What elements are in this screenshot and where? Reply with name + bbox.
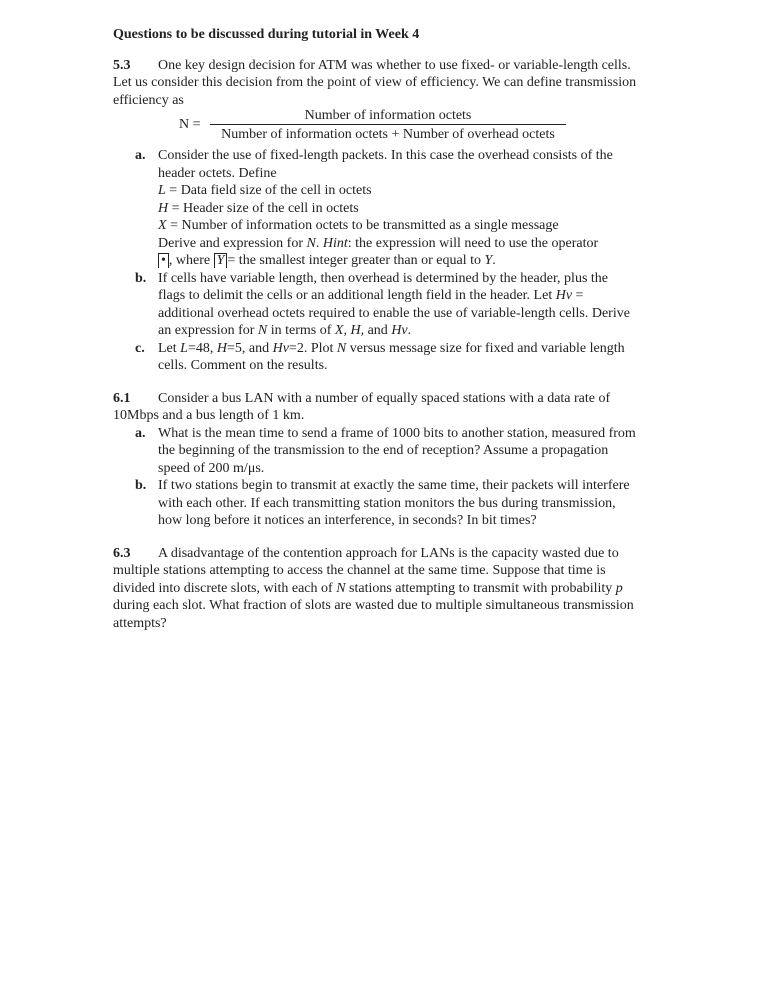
question-text: Consider a bus LAN with a number of equally spaced stations with a data rate of 10Mbps and a bus length of 1 km. <box>113 390 611 423</box>
definitions <box>158 182 638 270</box>
document-page <box>113 26 638 647</box>
efficiency-formula <box>113 109 638 147</box>
question-number: 6.3 <box>113 545 131 561</box>
part-c: c. Let L=48, H=5, and Hv=2. Plot N versus message size for fixed and variable length cells. Comment on the results. <box>135 340 625 373</box>
part-text: What is the mean time to send a frame of 1000 bits to another station, measured from the beginning of the transmission to the end of reception? Assume a propagation speed of 200 m/μs. <box>158 425 636 476</box>
part-label: b. <box>135 270 147 286</box>
question-number: 5.3 <box>113 57 131 73</box>
part-label: a. <box>135 148 146 163</box>
formula-denominator: Number of information octets + Number of overhead octets <box>221 127 555 142</box>
question-6-1 <box>113 390 638 530</box>
part-b: b. If cells have variable length, then overhead is determined by the header, plus the flags to delimit the cells or an additional length field in the header. Let Hv = additional overhead octets required to enable the use of variable-length cells. Derive an expression for N in terms of X, H, and Hv. <box>135 270 630 338</box>
derive-instruction: Derive and expression for N. Hint: the expression will need to use the operator <box>158 235 599 251</box>
part-b <box>113 477 638 530</box>
definition-L: L = Data field size of the cell in octets <box>158 183 372 198</box>
question-number: 6.1 <box>113 390 131 406</box>
question-5-3-intro <box>113 57 638 110</box>
question-6-3 <box>113 545 638 633</box>
part-label: c. <box>135 340 145 356</box>
ceiling-definition: • , where Y = the smallest integer greater than or equal to Y. <box>158 252 638 270</box>
formula-lhs: N = <box>179 117 201 132</box>
ceiling-operator: • <box>158 253 169 268</box>
part-label: b. <box>135 478 147 493</box>
question-6-3-intro: 6.3 A disadvantage of the contention approach for LANs is the capacity wasted due to multiple stations attempting to access the channel at the same time. Suppose that time is divided into discrete slots, with each of N stations attempting to transmit with probability p during each slot. What fraction of slots are wasted due to multiple simultaneous transmission attempts? <box>113 545 634 631</box>
definition-H: H = Header size of the cell in octets <box>158 200 359 216</box>
part-label: a. <box>135 425 146 441</box>
part-a <box>113 425 638 478</box>
question-6-1-intro <box>113 390 638 425</box>
fraction-bar <box>210 124 566 125</box>
part-text: Consider the use of fixed-length packets. In this case the overhead consists of the header octets. Define <box>158 148 613 181</box>
part-a <box>113 147 638 270</box>
part-text: If two stations begin to transmit at exactly the same time, their packets will interfere with each other. If each transmitting station monitors the bus during transmission, how long before it notices an interference, in seconds? In bit times? <box>158 478 630 528</box>
definition-X: X = Number of information octets to be transmitted as a single message <box>158 218 559 233</box>
question-text: One key design decision for ATM was whether to use fixed- or variable-length cells. Let us consider this decision from the point of view of efficiency. We can define transmission efficiency as <box>113 57 637 108</box>
formula-numerator: Number of information octets <box>304 108 472 123</box>
question-5-3 <box>113 57 638 375</box>
page-title: Questions to be discussed during tutorial in Week 4 <box>113 27 420 42</box>
ceiling-y: Y <box>214 253 228 268</box>
